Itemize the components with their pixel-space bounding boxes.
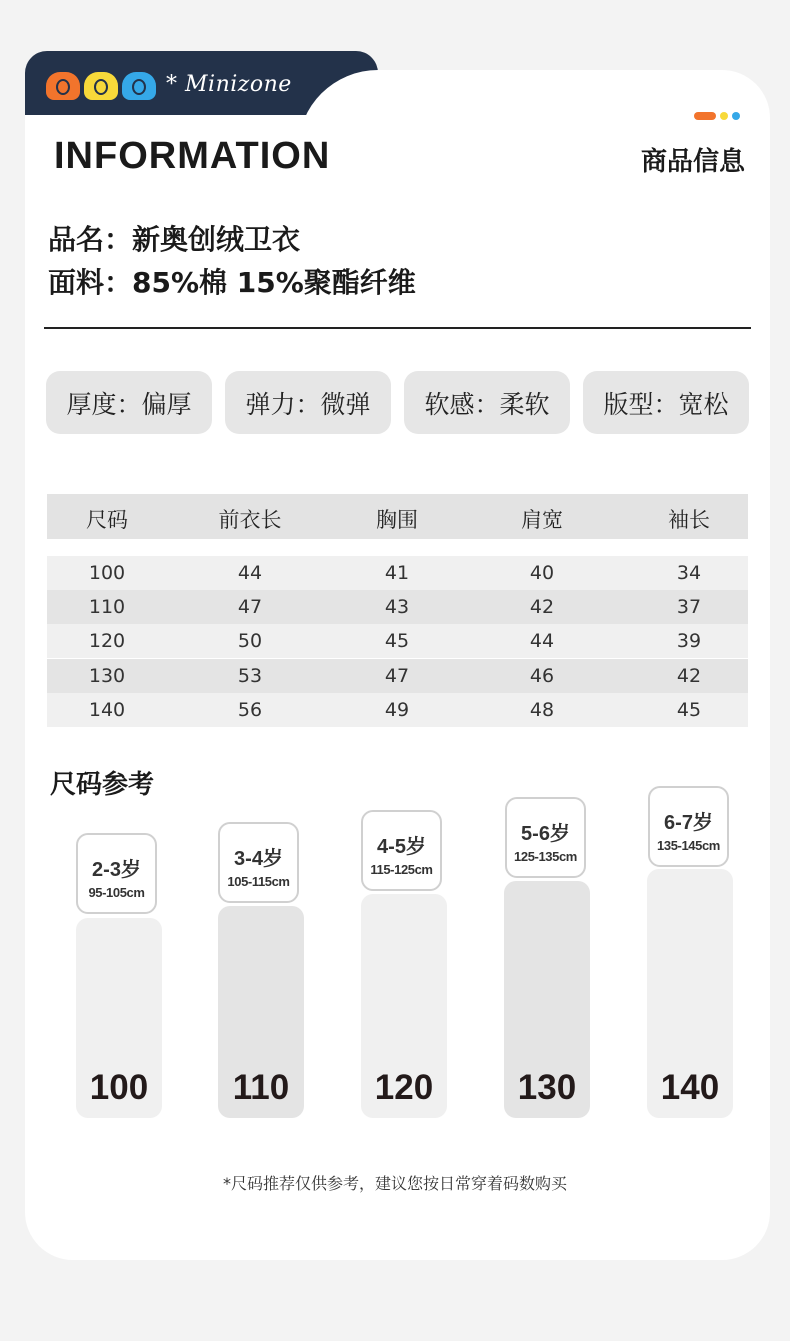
size-number: 100 xyxy=(89,1068,149,1107)
cell-shoulder: 40 xyxy=(529,562,555,584)
cell-size: 140 xyxy=(88,699,126,721)
size-column-100 xyxy=(76,918,162,1118)
age-range: 6-7岁 xyxy=(664,812,713,834)
cell-size: 130 xyxy=(88,665,126,687)
product-fabric: 面料：85%棉 15%聚酯纤维 xyxy=(48,266,416,299)
size-column-110 xyxy=(218,906,304,1118)
cell-shoulder: 44 xyxy=(529,630,555,652)
size-column-130 xyxy=(504,881,590,1118)
height-range: 135-145cm xyxy=(657,838,720,853)
age-range: 3-4岁 xyxy=(234,848,283,870)
header-size: 尺码 xyxy=(86,508,128,532)
table-row xyxy=(47,693,748,727)
footnote: *尺码推荐仅供参考，建议您按日常穿着码数购买 xyxy=(222,1174,567,1193)
yellow-blob-icon xyxy=(84,72,118,100)
attr-thickness: 厚度：偏厚 xyxy=(46,371,212,434)
attr-elasticity: 弹力：微弹 xyxy=(225,371,391,434)
cell-chest: 41 xyxy=(384,562,410,584)
size-number: 140 xyxy=(660,1068,720,1107)
cell-sleeve: 34 xyxy=(676,562,702,584)
brand-logo-icon xyxy=(46,70,160,102)
header-length: 前衣长 xyxy=(218,508,282,532)
accent-dots xyxy=(690,112,740,120)
size-column-140 xyxy=(647,869,733,1118)
cell-sleeve: 37 xyxy=(676,596,702,618)
orange-dot-icon xyxy=(694,112,716,120)
blue-dot-icon xyxy=(732,112,740,120)
attr-softness: 软感：柔软 xyxy=(404,371,570,434)
cell-length: 50 xyxy=(237,630,263,652)
brand-name: * Minizone xyxy=(166,72,292,97)
cell-chest: 47 xyxy=(384,665,410,687)
cell-sleeve: 39 xyxy=(676,630,702,652)
size-number: 130 xyxy=(517,1068,577,1107)
cell-length: 47 xyxy=(237,596,263,618)
attr-fit: 版型：宽松 xyxy=(583,371,749,434)
age-label xyxy=(361,810,442,891)
cell-length: 56 xyxy=(237,699,263,721)
page-title-cn: 商品信息 xyxy=(640,147,745,177)
blue-blob-icon xyxy=(122,72,156,100)
age-range: 2-3岁 xyxy=(92,859,141,881)
cell-shoulder: 46 xyxy=(529,665,555,687)
cell-shoulder: 42 xyxy=(529,596,555,618)
height-range: 125-135cm xyxy=(514,849,577,864)
page-title: INFORMATION xyxy=(54,135,331,177)
cell-size: 110 xyxy=(88,596,126,618)
cell-shoulder: 48 xyxy=(529,699,555,721)
table-row xyxy=(47,590,748,624)
size-number: 120 xyxy=(374,1068,434,1107)
table-row xyxy=(47,659,748,693)
cell-size: 100 xyxy=(88,562,126,584)
height-range: 105-115cm xyxy=(227,874,290,889)
age-range: 5-6岁 xyxy=(521,823,570,845)
yellow-dot-icon xyxy=(720,112,728,120)
size-number: 110 xyxy=(232,1068,290,1107)
size-column-120 xyxy=(361,894,447,1118)
cell-chest: 45 xyxy=(384,630,410,652)
size-table-header xyxy=(47,494,748,539)
height-range: 115-125cm xyxy=(370,862,433,877)
table-row xyxy=(47,624,748,658)
cell-sleeve: 42 xyxy=(676,665,702,687)
header-chest: 胸围 xyxy=(376,508,418,532)
age-label xyxy=(505,797,586,878)
age-label xyxy=(76,833,157,914)
table-row xyxy=(47,556,748,590)
height-range: 95-105cm xyxy=(88,885,145,900)
age-label xyxy=(648,786,729,867)
cell-length: 53 xyxy=(237,665,263,687)
cell-length: 44 xyxy=(237,562,263,584)
product-name: 品名：新奥创绒卫衣 xyxy=(48,223,301,256)
cell-sleeve: 45 xyxy=(676,699,702,721)
age-label xyxy=(218,822,299,903)
cell-size: 120 xyxy=(88,630,126,652)
size-reference-title: 尺码参考 xyxy=(50,770,155,800)
age-range: 4-5岁 xyxy=(377,836,426,858)
header-shoulder: 肩宽 xyxy=(521,508,563,532)
divider xyxy=(44,327,751,329)
cell-chest: 49 xyxy=(384,699,410,721)
header-sleeve: 袖长 xyxy=(668,508,710,532)
orange-blob-icon xyxy=(46,72,80,100)
cell-chest: 43 xyxy=(384,596,410,618)
